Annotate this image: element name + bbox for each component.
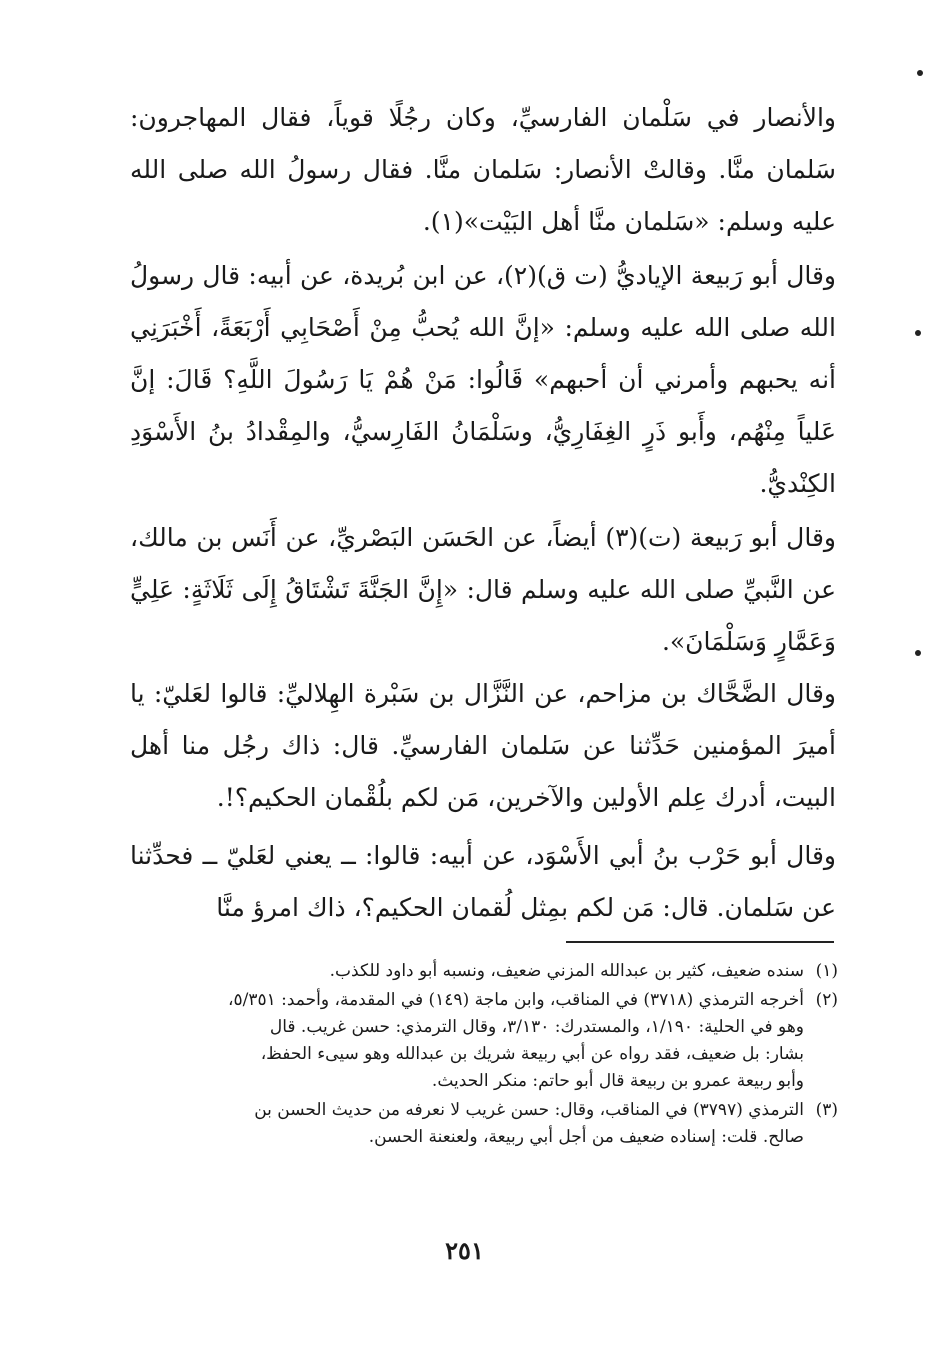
footnote-3 <box>130 1097 838 1151</box>
footnote-number: (٢) <box>815 990 838 1010</box>
footnote-line: الترمذي (٣٧٩٧) في المناقب، وقال: حسن غريب لا نعرفه من حديث الحسن بن <box>254 1100 804 1120</box>
footnote-line: أخرجه الترمذي (٣٧١٨) في المناقب، وابن ماجة (١٤٩) في المقدمة، وأحمد: ٥/٣٥١، <box>227 990 804 1010</box>
margin-mark <box>917 70 923 76</box>
footnote-line: سنده ضعيف، كثير بن عبدالله المزني ضعيف، ونسبه أبو داود للكذب. <box>329 961 804 981</box>
footnote-number: (١) <box>815 961 838 981</box>
paragraph-1: والأنصار في سَلْمان الفارسيِّ، وكان رجُلًا قوياً، فقال المهاجرون: سَلمان منَّا. وقالتْ الأنصار: سَلمان منَّا. فقال رسولُ الله صلى الله عليه وسلم: «سَلمان منَّا أهل البَيْت»(١). <box>130 103 836 236</box>
footnote-line: بشار: بل ضعيف، فقد رواه عن أبي ربيعة شريك بن عبدالله وهو سيىء الحفظ، <box>260 1044 804 1064</box>
footnote-text <box>130 958 804 985</box>
paragraph-2: وقال أبو رَبيعة الإياديُّ (ت ق)(٢)، عن ابن بُريدة، عن أبيه: قال رسولُ الله صلى الله عليه وسلم: «إنَّ الله يُحبُّ مِنْ أَصْحَابِي أَرْبَعَةً، أَخْبَرَنِي أنه يحبهم وأمرني أن أحبهم» قَالُوا: مَنْ هُمْ يَا رَسُولَ اللَّهِ؟ قَالَ: إنَّ عَلياً مِنْهُم، وأَبو ذَرٍ الغِفَارِيُّ، وسَلْمَانُ الفَارِسيُّ، والمِقْدادُ بنُ الأَسْوَدِ الكِنْديُّ. <box>130 261 836 498</box>
footnote-line: صالح. قلت: إسناده ضعيف من أجل أبي ربيعة، ولعنعنة الحسن. <box>368 1127 804 1147</box>
footnote-text <box>130 987 804 1095</box>
footnote-separator <box>566 941 834 943</box>
paragraph-4: وقال الضَّحَّاك بن مزاحم، عن النَّزَّال بن سَبْرة الهِلاليِّ: قالوا لعَليّ: يا أميرَ المؤمنين حَدِّثنا عن سَلمان الفارسيِّ. قال: ذاك رجُل منا أهل البيت، أدرك عِلم الأولين والآخرين، مَن لكم بلُقْمان الحكيم؟!. <box>130 679 836 812</box>
footnote-line: وأبو ربيعة عمرو بن ربيعة قال أبو حاتم: منكر الحديث. <box>431 1071 804 1091</box>
margin-mark <box>915 650 921 656</box>
paragraph-5: وقال أبو حَرْب بنُ أبي الأَسْوَد، عن أبيه: قالوا: ــ يعني لعَليّ ــ فحدِّثنا عن سَلمان. قال: مَن لكم بمِثل لُقمان الحكيم؟، ذاك امرؤ منَّا <box>130 841 836 922</box>
footnotes <box>130 958 838 1153</box>
footnote-number: (٣) <box>815 1100 838 1120</box>
footnote-text <box>130 1097 804 1151</box>
page-number: ٢٥١ <box>445 1236 484 1265</box>
paragraph-3: وقال أبو رَبيعة (ت)(٣) أيضاً، عن الحَسَن البَصْريِّ، عن أَنَس بن مالك، عن النَّبيِّ صلى الله عليه وسلم قال: «إِنَّ الجَنَّةَ تَشْتَاقُ إِلَى ثَلَاثَةٍ: عَلِيٍّ وَعَمَّارٍ وَسَلْمَانَ». <box>130 523 836 656</box>
margin-mark <box>915 330 921 336</box>
footnote-line: وهو في الحلية: ١/١٩٠، والمستدرك: ٣/١٣٠، وقال الترمذي: حسن غريب. قال <box>269 1017 804 1037</box>
footnote-1 <box>130 958 838 985</box>
footnote-2 <box>130 987 838 1095</box>
